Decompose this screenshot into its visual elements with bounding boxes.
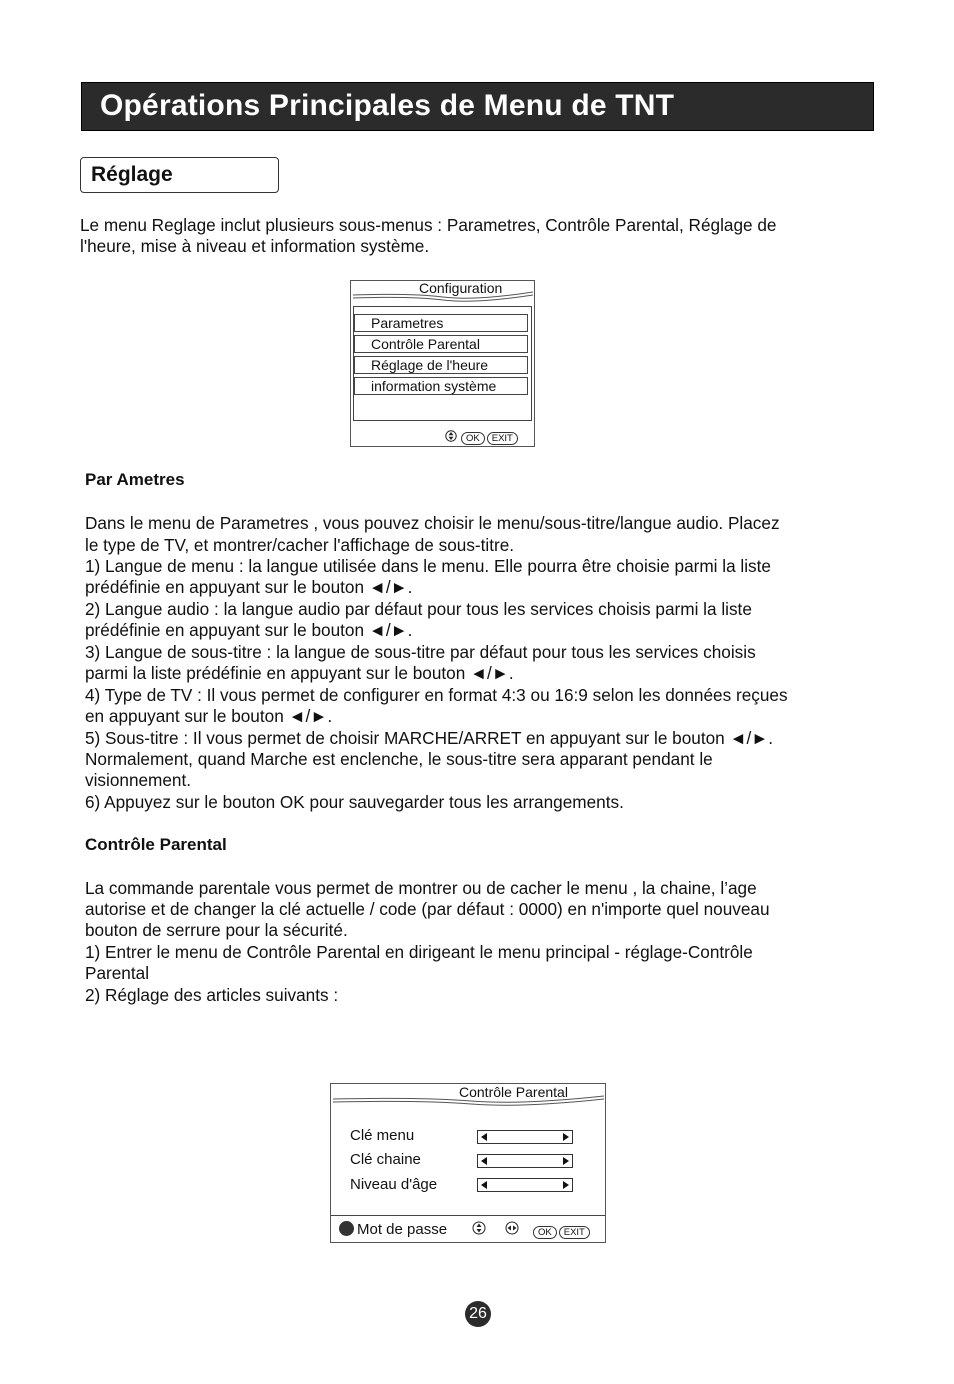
arrow-right-icon: [563, 1133, 569, 1141]
parametres-line: 2) Langue audio : la langue audio par défaut pour tous les services choisis parmi la liste: [85, 599, 752, 619]
menu-item-parametres[interactable]: [354, 314, 528, 332]
menu-item-controle-parental[interactable]: [354, 335, 528, 353]
cle-chaine-selector[interactable]: [477, 1154, 573, 1168]
page-title: Opérations Principales de Menu de TNT: [100, 89, 675, 122]
arrow-right-icon: [563, 1181, 569, 1189]
parametres-line: 1) Langue de menu : la langue utilisée dans le menu. Elle pourra être choisie parmi la liste: [85, 556, 771, 576]
exit-key-icon: EXIT: [487, 432, 518, 445]
arrow-left-icon: [481, 1181, 487, 1189]
configuration-title: Configuration: [419, 280, 503, 296]
up-down-nav-icon: [472, 1221, 486, 1235]
menu-item-reglage-heure[interactable]: [354, 356, 528, 374]
intro-line-2: l'heure, mise à niveau et information système.: [80, 236, 430, 256]
intro-line-1: Le menu Reglage inclut plusieurs sous-menus : Parametres, Contrôle Parental, Réglage de: [80, 215, 777, 235]
niveau-age-label: Niveau d'âge: [350, 1176, 438, 1193]
parental-line: 2) Réglage des articles suivants :: [85, 985, 339, 1005]
ok-key-icon: OK: [461, 432, 485, 445]
exit-key-icon: EXIT: [559, 1226, 590, 1239]
up-down-nav-icon: [445, 429, 457, 441]
config-key-legend: [461, 428, 518, 446]
cle-menu-selector[interactable]: [477, 1130, 573, 1144]
parametres-line: Dans le menu de Parametres , vous pouvez choisir le menu/sous-titre/langue audio. Placez: [85, 513, 780, 533]
parental-line: Parental: [85, 963, 150, 983]
section-title-box: [80, 157, 279, 193]
parametres-line: 6) Appuyez sur le bouton OK pour sauvegarder tous les arrangements.: [85, 792, 624, 812]
parametres-line: le type de TV, et montrer/cacher l'affichage de sous-titre.: [85, 535, 515, 555]
parametres-line: prédéfinie en appuyant sur le bouton ◄/►.: [85, 577, 413, 597]
mot-de-passe-label: Mot de passe: [357, 1221, 448, 1238]
parametres-line: 5) Sous-titre : Il vous permet de choisir MARCHE/ARRET en appuyant sur le bouton ◄/►.: [85, 728, 774, 748]
cle-chaine-label: Clé chaine: [350, 1151, 421, 1168]
section-title: Réglage: [91, 163, 173, 186]
parental-line: 1) Entrer le menu de Contrôle Parental en dirigeant le menu principal - réglage-Contrôle: [85, 942, 753, 962]
arrow-right-icon: [563, 1157, 569, 1165]
menu-item-label: Parametres: [371, 315, 444, 331]
footer-divider: [331, 1215, 605, 1216]
niveau-age-selector[interactable]: [477, 1178, 573, 1192]
menu-item-label: Réglage de l'heure: [371, 357, 489, 373]
ok-key-icon: OK: [533, 1226, 557, 1239]
parental-line: La commande parentale vous permet de montrer ou de cacher le menu , la chaine, l’age: [85, 878, 757, 898]
page-header: [81, 82, 874, 131]
parametres-line: visionnement.: [85, 770, 192, 790]
parental-heading: Contrôle Parental: [85, 835, 227, 854]
parental-line: autorise et de changer la clé actuelle / code (par défaut : 0000) en n'importe quel nouveau: [85, 899, 770, 919]
parametres-line: en appuyant sur le bouton ◄/►.: [85, 706, 333, 726]
arrow-left-icon: [481, 1133, 487, 1141]
menu-item-label: information système: [371, 378, 497, 394]
cle-menu-label: Clé menu: [350, 1127, 415, 1144]
parental-screen-title: Contrôle Parental: [459, 1084, 568, 1100]
arrow-left-icon: [481, 1157, 487, 1165]
parametres-line: prédéfinie en appuyant sur le bouton ◄/►.: [85, 620, 413, 640]
menu-item-information-systeme[interactable]: [354, 377, 528, 395]
parental-line: bouton de serrure pour la sécurité.: [85, 920, 348, 940]
parametres-line: 3) Langue de sous-titre : la langue de sous-titre par défaut pour tous les services choisis: [85, 642, 756, 662]
parental-key-legend: [533, 1222, 590, 1240]
password-dot-icon: [339, 1221, 354, 1236]
left-right-nav-icon: [505, 1221, 519, 1235]
parametres-line: parmi la liste prédéfinie en appuyant sur le bouton ◄/►.: [85, 663, 514, 683]
parametres-line: Normalement, quand Marche est enclenche, le sous-titre sera apparant pendant le: [85, 749, 713, 769]
menu-item-label: Contrôle Parental: [371, 336, 480, 352]
parametres-heading: Par Ametres: [85, 470, 185, 489]
page-number: 26: [465, 1301, 491, 1327]
parametres-line: 4) Type de TV : Il vous permet de configurer en format 4:3 ou 16:9 selon les données reçues: [85, 685, 788, 705]
